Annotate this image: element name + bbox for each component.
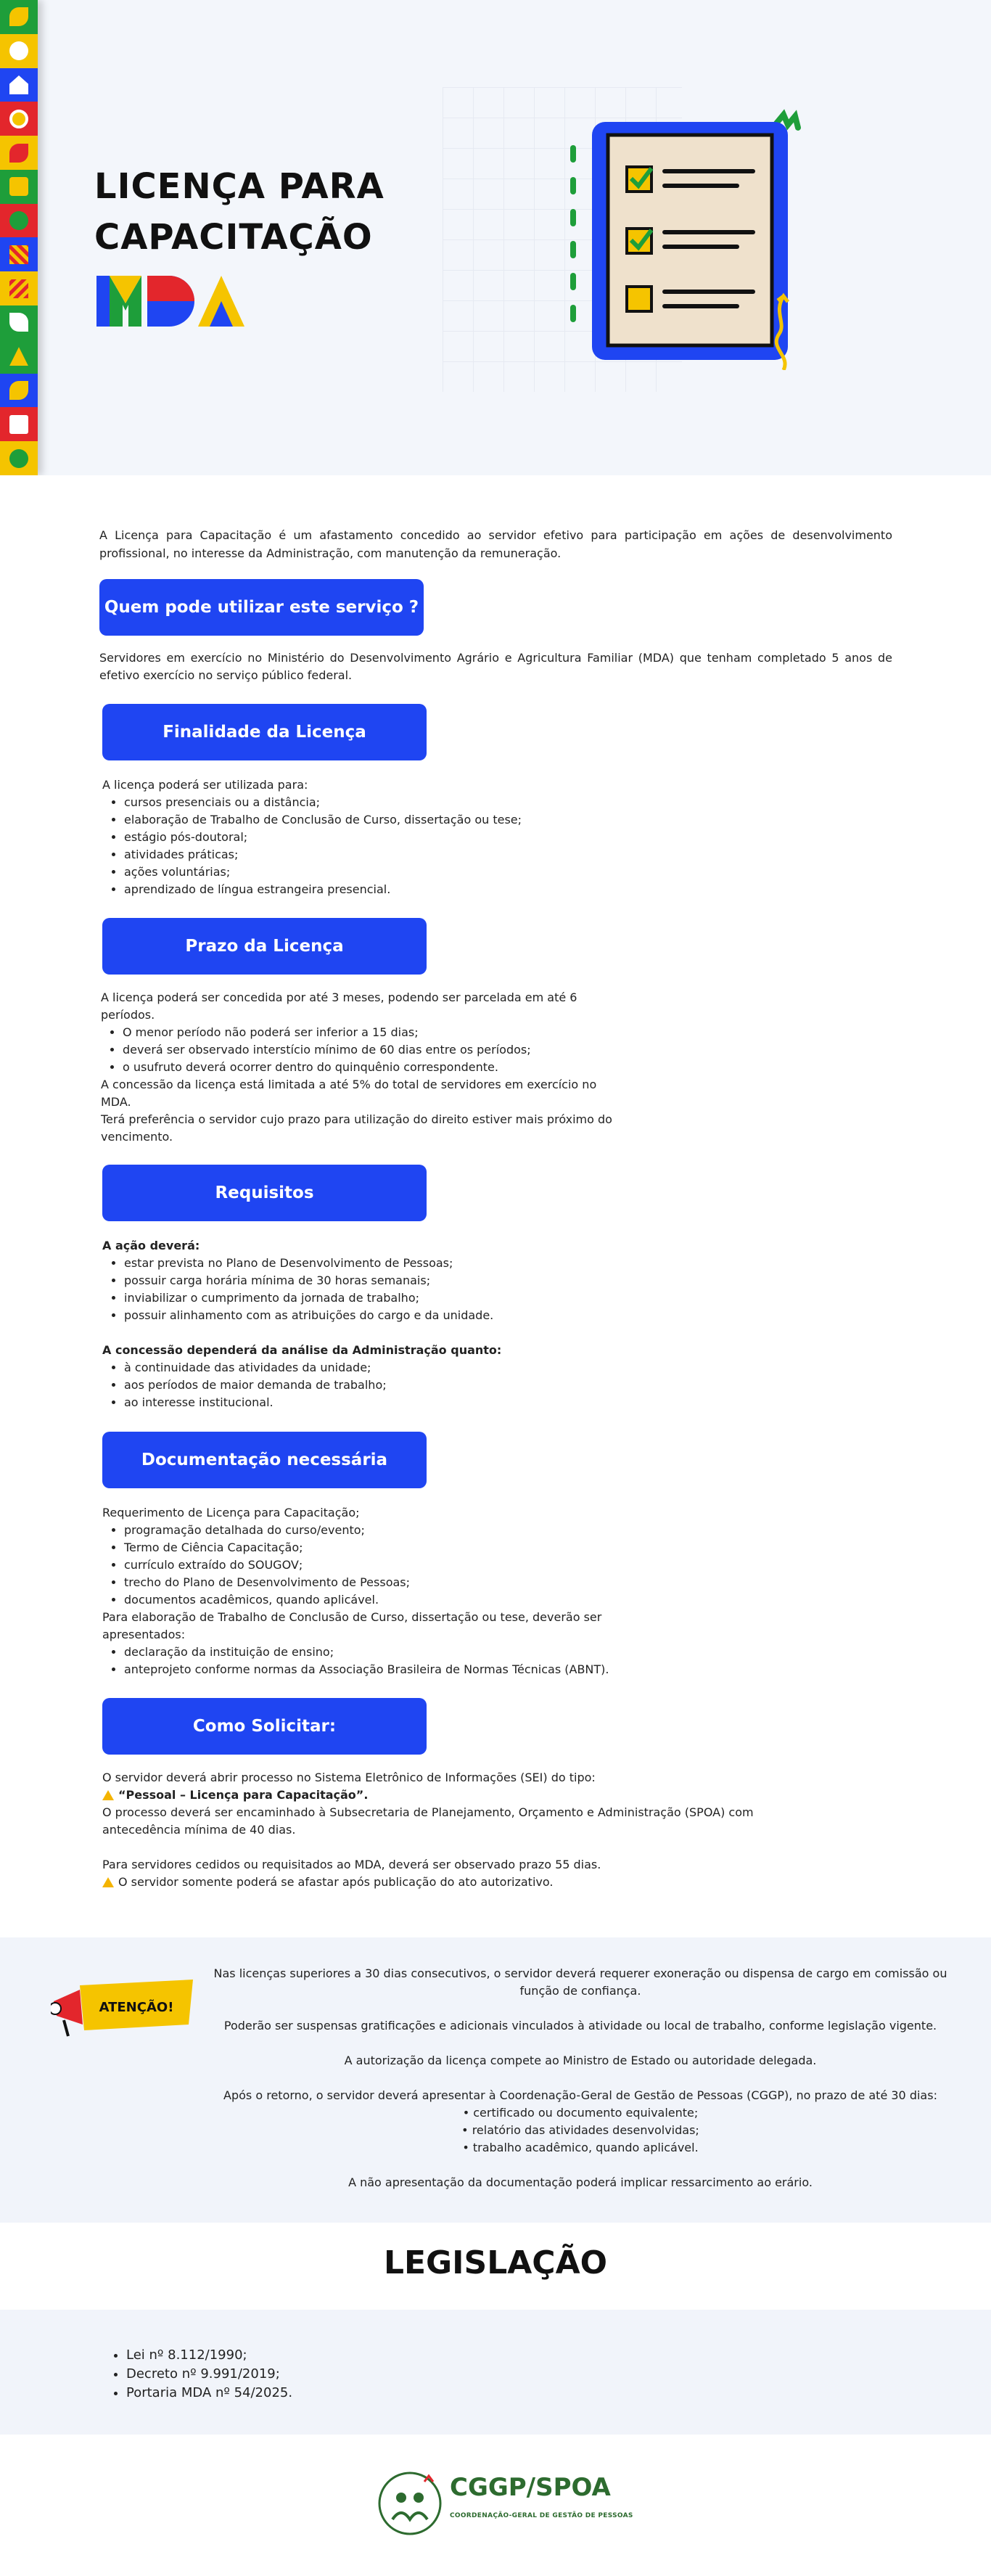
requisitos-list-1 xyxy=(102,1255,755,1324)
list-item: • ações voluntárias; xyxy=(124,864,683,881)
warning-icon xyxy=(102,1790,114,1800)
attention-badge-label: ATENÇÃO! xyxy=(99,2000,174,2015)
wave-icon xyxy=(0,237,38,271)
quem-text: Servidores em exercício no Ministério do Desenvolvimento Agrário e Agricultura Familiar (MDA) que tenham completado 5 anos de efetivo exercício no serviço público federal. xyxy=(99,651,892,682)
hero-banner xyxy=(0,0,991,475)
documentacao-intro: Requerimento de Licença para Capacitação; xyxy=(102,1506,360,1519)
solicitar-section xyxy=(102,1769,770,1891)
documentacao-section xyxy=(102,1504,625,1678)
solicitar-paragraph-1: O servidor deverá abrir processo no Sistema Eletrônico de Informações (SEI) do tipo: xyxy=(102,1771,596,1784)
quem-pode-utilizar-button[interactable]: Quem pode utilizar este serviço ? xyxy=(99,579,424,636)
list-item: • documentos acadêmicos, quando aplicável. xyxy=(124,1591,625,1609)
grain-icon xyxy=(0,441,38,475)
list-item: • elaboração de Trabalho de Conclusão de Curso, dissertação ou tese; xyxy=(124,811,683,829)
list-item: • inviabilizar o cumprimento da jornada de trabalho; xyxy=(124,1289,755,1307)
list-item: • currículo extraído do SOUGOV; xyxy=(124,1556,625,1574)
list-item: • trabalho acadêmico, quando aplicável. xyxy=(462,2141,699,2154)
list-item: • possuir carga horária mínima de 30 horas semanais; xyxy=(124,1272,755,1289)
checkbox-2 xyxy=(627,229,651,253)
list-item: • atividades práticas; xyxy=(124,846,683,864)
title-line-2: CAPACITAÇÃO xyxy=(94,217,373,258)
documentacao-paragraph-2: Para elaboração de Trabalho de Conclusão de Curso, dissertação ou tese, deverão ser apresentados: xyxy=(102,1610,602,1641)
intro-paragraph: A Licença para Capacitação é um afastamento concedido ao servidor efetivo para participação em ações de desenvolvimento profissional, no interesse da Administração, com manutenção da remuneração. xyxy=(99,528,892,560)
finalidade-intro: A licença poderá ser utilizada para: xyxy=(102,778,308,792)
list-item: • à continuidade das atividades da unidade; xyxy=(124,1359,755,1377)
finalidade-list xyxy=(102,794,683,898)
list-item: • ao interesse institucional. xyxy=(124,1394,755,1411)
finalidade-section xyxy=(102,776,683,898)
requisitos-heading-2: A concessão dependerá da análise da Administração quanto: xyxy=(102,1343,502,1357)
list-item: • anteprojeto conforme normas da Associação Brasileira de Normas Técnicas (ABNT). xyxy=(124,1661,625,1678)
list-item: • Decreto nº 9.991/2019; xyxy=(126,2365,292,2384)
documentacao-list-2 xyxy=(102,1644,625,1678)
process-type-label: “Pessoal – Licença para Capacitação”. xyxy=(118,1788,369,1802)
attention-paragraph-3: A autorização da licença compete ao Ministro de Estado ou autoridade delegada. xyxy=(344,2054,817,2067)
list-item: • possuir alinhamento com as atribuições do cargo e da unidade. xyxy=(124,1307,755,1324)
prazo-button[interactable]: Prazo da Licença xyxy=(102,918,427,975)
sun-icon xyxy=(0,102,38,136)
documentacao-list-1 xyxy=(102,1522,625,1609)
checkbox-1 xyxy=(627,167,651,192)
list-item: • declaração da instituição de ensino; xyxy=(124,1644,625,1661)
list-item: • estar prevista no Plano de Desenvolvimento de Pessoas; xyxy=(124,1255,755,1272)
list-item: • O menor período não poderá ser inferior a 15 dias; xyxy=(123,1024,623,1041)
requisitos-section xyxy=(102,1237,755,1411)
legislacao-title: LEGISLAÇÃO xyxy=(383,2244,608,2281)
attention-paragraph-2: Poderão ser suspensas gratificações e adicionais vinculados à atividade ou local de trabalho, conforme legislação vigente. xyxy=(223,2019,937,2033)
solicitar-p4-text: O servidor somente poderá se afastar após publicação do ato autorizativo. xyxy=(118,1875,554,1889)
checklist-illustration xyxy=(566,109,805,370)
page-title xyxy=(94,161,385,263)
leaf-icon xyxy=(0,0,38,34)
sprout-icon xyxy=(0,305,38,340)
attention-paragraph-4 xyxy=(210,2087,950,2157)
list-item: • aprendizado de língua estrangeira presencial. xyxy=(124,881,683,898)
prazo-list xyxy=(101,1024,623,1076)
list-item: • cursos presenciais ou a distância; xyxy=(124,794,683,811)
attention-section xyxy=(0,1937,991,2223)
megaphone-badge xyxy=(51,1980,196,2038)
prazo-section xyxy=(101,989,623,1146)
requisitos-list-2 xyxy=(102,1359,755,1411)
list-item: • o usufruto deverá ocorrer dentro do quinquênio correspondente. xyxy=(123,1059,623,1076)
flower-icon xyxy=(0,34,38,68)
finalidade-button[interactable]: Finalidade da Licença xyxy=(102,704,427,760)
requisitos-heading-1: A ação deverá: xyxy=(102,1239,200,1252)
list-item: • estágio pós-doutoral; xyxy=(124,829,683,846)
zigzag-icon xyxy=(0,271,38,305)
tree-icon xyxy=(0,340,38,374)
solicitar-paragraph-3: Para servidores cedidos ou requisitados ao MDA, deverá ser observado prazo 55 dias. xyxy=(102,1858,601,1871)
requisitos-button[interactable]: Requisitos xyxy=(102,1165,427,1221)
list-item: • Lei nº 8.112/1990; xyxy=(126,2346,292,2365)
mda-logo xyxy=(96,276,249,327)
title-line-1: LICENÇA PARA xyxy=(94,166,385,207)
list-item: • aos períodos de maior demanda de trabalho; xyxy=(124,1377,755,1394)
list-item: • certificado ou documento equivalente; xyxy=(462,2106,699,2120)
prazo-paragraph-2: A concessão da licença está limitada a até 5% do total de servidores em exercício no MDA. xyxy=(101,1078,597,1109)
decorative-stripe xyxy=(0,0,38,475)
solicitar-process-type xyxy=(102,1787,770,1804)
prazo-intro: A licença poderá ser concedida por até 3 meses, podendo ser parcelada em até 6 períodos. xyxy=(101,990,577,1022)
list-item: • relatório das atividades desenvolvidas; xyxy=(461,2123,699,2137)
warning-icon xyxy=(102,1877,114,1887)
legislacao-box xyxy=(0,2310,991,2435)
attention-paragraph-5: A não apresentação da documentação poderá implicar ressarcimento ao erário. xyxy=(348,2175,813,2189)
attention-text xyxy=(210,1965,950,2209)
legislacao-list xyxy=(126,2346,292,2403)
corn-icon xyxy=(0,374,38,408)
attention-p4-text: Após o retorno, o servidor deverá apresentar à Coordenação-Geral de Gestão de Pessoas (CGGP), no prazo de até 30 dias: xyxy=(223,2088,937,2102)
house-icon xyxy=(0,68,38,102)
fruit-icon xyxy=(0,204,38,238)
solicitar-paragraph-2: O processo deverá ser encaminhado à Subsecretaria de Planejamento, Orçamento e Administração (SPOA) com antecedência mínima de 40 dias. xyxy=(102,1805,754,1837)
footer-subtitle: COORDENAÇÃO-GERAL DE GESTÃO DE PESSOAS xyxy=(450,2512,633,2519)
list-item: • deverá ser observado interstício mínimo de 60 dias entre os períodos; xyxy=(123,1041,623,1059)
seed-icon xyxy=(0,407,38,441)
como-solicitar-button[interactable]: Como Solicitar: xyxy=(102,1698,427,1755)
attention-paragraph-1: Nas licenças superiores a 30 dias consecutivos, o servidor deverá requerer exoneração ou dispensa de cargo em comissão ou função de confiança. xyxy=(213,1966,947,1998)
solicitar-paragraph-4 xyxy=(102,1874,770,1891)
list-item: • Portaria MDA nº 54/2025. xyxy=(126,2384,292,2403)
plant-icon xyxy=(0,136,38,170)
footer-title: CGGP/SPOA xyxy=(450,2473,611,2502)
list-item: • programação detalhada do curso/evento; xyxy=(124,1522,625,1539)
documentacao-button[interactable]: Documentação necessária xyxy=(102,1432,427,1488)
prazo-paragraph-3: Terá preferência o servidor cujo prazo para utilização do direito estiver mais próximo do vencimento. xyxy=(101,1112,612,1144)
list-item: • trecho do Plano de Desenvolvimento de Pessoas; xyxy=(124,1574,625,1591)
list-item: • Termo de Ciência Capacitação; xyxy=(124,1539,625,1556)
tractor-icon xyxy=(0,170,38,204)
